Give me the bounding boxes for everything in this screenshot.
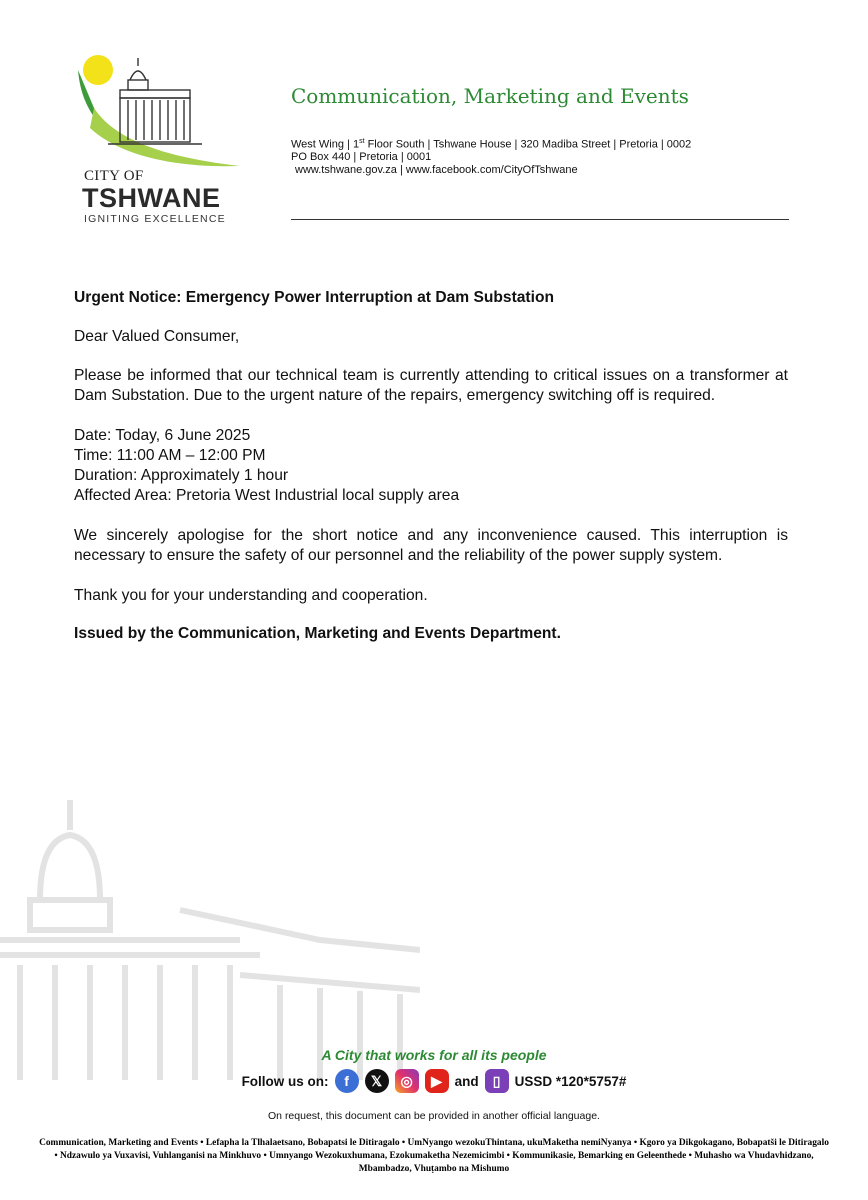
address-line-2: PO Box 440 | Pretoria | 0001 [291,151,432,163]
building-watermark [0,790,420,1080]
facebook-icon[interactable]: f [335,1069,359,1093]
website-links[interactable]: www.tshwane.gov.za | www.facebook.com/CityOfTshwane [295,164,578,176]
phone-icon: ▯ [485,1069,509,1093]
detail-duration: Duration: Approximately 1 hour [74,467,289,484]
greeting: Dear Valued Consumer, [74,328,240,345]
language-departments [10,1137,858,1176]
issued-by: Issued by the Communication, Marketing and Events Department. [74,625,561,642]
paragraph-apology: We sincerely apologise for the short notice and any inconvenience caused. This interruption is necessary to ensure the safety of our personnel and the reliability of the power supply system. [74,527,788,564]
city-of-tshwane-logo [72,48,242,230]
languages-line-3: Mbambadzo, Vhuṭambo na Mishumo [358,1164,510,1174]
thanks-line: Thank you for your understanding and cooperation. [74,587,428,604]
logo-city-of: CITY OF [84,168,144,184]
language-note: On request, this document can be provided in another official language. [268,1110,600,1122]
detail-time: Time: 11:00 AM – 12:00 PM [74,447,266,464]
youtube-icon[interactable]: ▶ [425,1069,449,1093]
department-title: Communication, Marketing and Events [291,84,689,108]
header-divider [291,219,789,220]
instagram-icon[interactable]: ◎ [395,1069,419,1093]
notice-body [74,288,788,644]
and-label: and [454,1073,479,1089]
x-icon[interactable]: 𝕏 [365,1069,389,1093]
languages-line-1: Communication, Marketing and Events • Lefapha la Tlhalaetsano, Bobapatsi le Ditiragalo • UmNyango wezokuThintana, ukuMaketha nemiNyanya • Kgoro ya Dikgokagano, Bobapatši le Ditiragalo [39,1138,829,1148]
logo-tshwane: TSHWANE [82,183,221,213]
tshwane-house-emblem [72,48,242,178]
ussd-code: USSD *120*5757# [514,1073,627,1089]
social-bar [0,1069,868,1093]
detail-area: Affected Area: Pretoria West Industrial local supply area [74,487,460,504]
logo-tagline: IGNITING EXCELLENCE [84,213,226,225]
detail-date: Date: Today, 6 June 2025 [74,427,251,444]
languages-line-2: • Ndzawulo ya Vuxavisi, Vuhlanganisi na Minkhuvo • Umnyango Wezokuxhumana, Ezokumaketha Nezemicimbi • Kommunikasie, Bemarking en Geleenthede • Muhasho wa Vhudavhidzano, [54,1151,814,1161]
paragraph-info: Please be informed that our technical team is currently attending to critical issues on a transformer at Dam Substation. Due to the urgent nature of the repairs, emergency switching off is required. [74,367,788,404]
follow-label: Follow us on: [241,1073,329,1089]
city-slogan: A City that works for all its people [321,1047,547,1063]
address-line-1: West Wing | 1st Floor South | Tshwane House | 320 Madiba Street | Pretoria | 0002 [291,138,692,151]
notice-title: Urgent Notice: Emergency Power Interruption at Dam Substation [74,289,555,306]
